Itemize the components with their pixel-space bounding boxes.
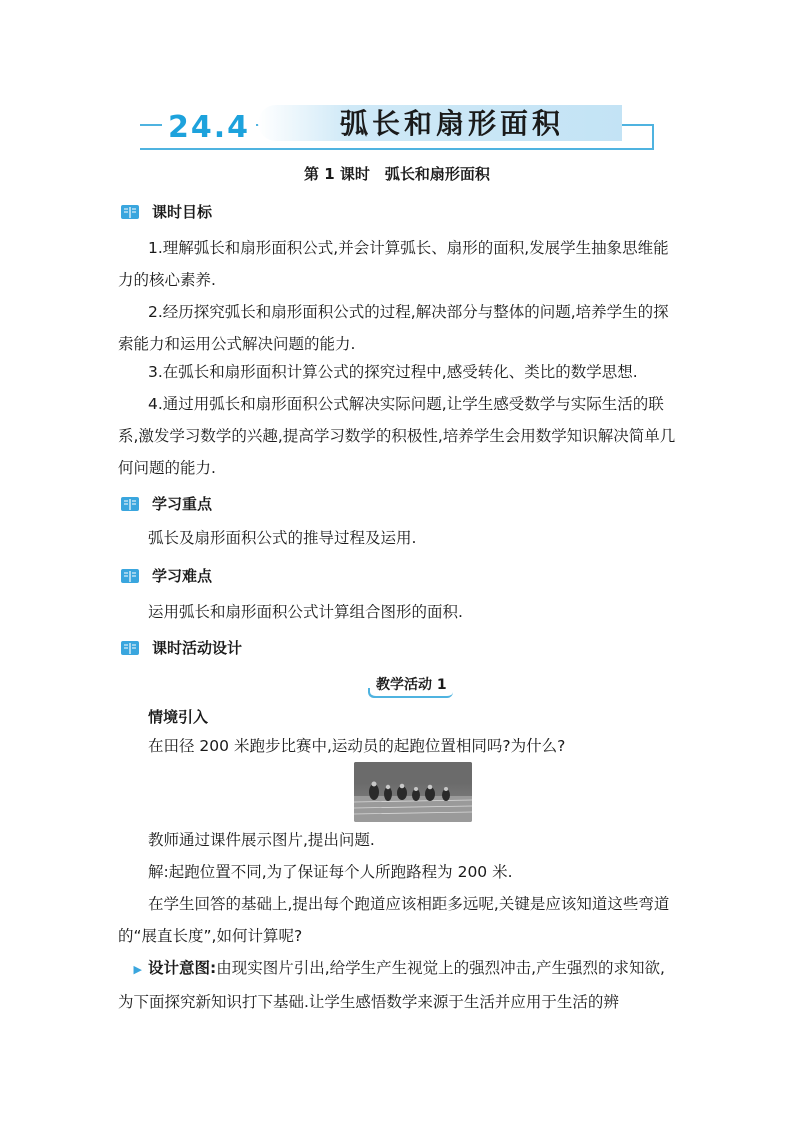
title-rule-end: [652, 124, 654, 150]
design-label: 课时活动设计: [152, 639, 243, 657]
track-race-photo: [354, 762, 472, 822]
title-rule-bottom: [140, 148, 654, 150]
key-heading: [120, 493, 212, 514]
followup: 在学生回答的基础上,提出每个跑道应该相距多远呢,关键是应该知道这些弯道的“展直长度”,如何计算呢?: [118, 895, 670, 945]
difficulty-label: 学习难点: [152, 567, 213, 585]
difficulty-heading: [120, 565, 212, 586]
key-label: 学习重点: [152, 495, 213, 513]
book-icon: [120, 495, 140, 513]
goal-2: 2.经历探究弧长和扇形面积公式的过程,解决部分与整体的问题,培养学生的探索能力和运用公式解决问题的能力.: [118, 303, 669, 353]
goal-3: 3.在弧长和扇形面积计算公式的探究过程中,感受转化、类比的数学思想.: [148, 363, 638, 381]
intro-question: 在田径 200 米跑步比赛中,运动员的起跑位置相同吗?为什么?: [148, 737, 566, 755]
difficulty-text: 运用弧长和扇形面积公式计算组合图形的面积.: [148, 603, 463, 621]
key-text: 弧长及扇形面积公式的推导过程及运用.: [148, 529, 417, 547]
design-intent: ▶ 设计意图:由现实图片引出,给学生产生视觉上的强烈冲击,产生强烈的求知欲,为下面探究新知识打下基础.让学生感悟数学来源于生活并应用于生活的辨: [118, 959, 665, 1011]
design-heading: [120, 637, 242, 658]
book-icon: [120, 203, 140, 221]
book-icon: [120, 639, 140, 657]
goals-heading: [120, 201, 212, 222]
intro-heading: 情境引入: [148, 708, 209, 726]
activity-tag: 教学活动 1: [370, 674, 453, 698]
goal-1: 1.理解弧长和扇形面积公式,并会计算弧长、扇形的面积,发展学生抽象思维能力的核心素养.: [118, 239, 669, 289]
lesson-title: 第 1 课时 弧长和扇形面积: [304, 165, 490, 183]
answer: 解:起跑位置不同,为了保证每个人所跑路程为 200 米.: [148, 863, 513, 881]
goal-4: 4.通过用弧长和扇形面积公式解决实际问题,让学生感受数学与实际生活的联系,激发学习数学的兴趣,提高学习数学的积极性,培养学生会用数学知识解决简单几何问题的能力.: [118, 395, 676, 477]
arrow-icon: ▶: [133, 963, 142, 976]
teacher-note: 教师通过课件展示图片,提出问题.: [148, 831, 375, 849]
section-title: 弧长和扇形面积: [340, 107, 565, 140]
book-icon: [120, 567, 140, 585]
goals-label: 课时目标: [152, 203, 213, 221]
section-number: 24.4: [162, 108, 256, 148]
